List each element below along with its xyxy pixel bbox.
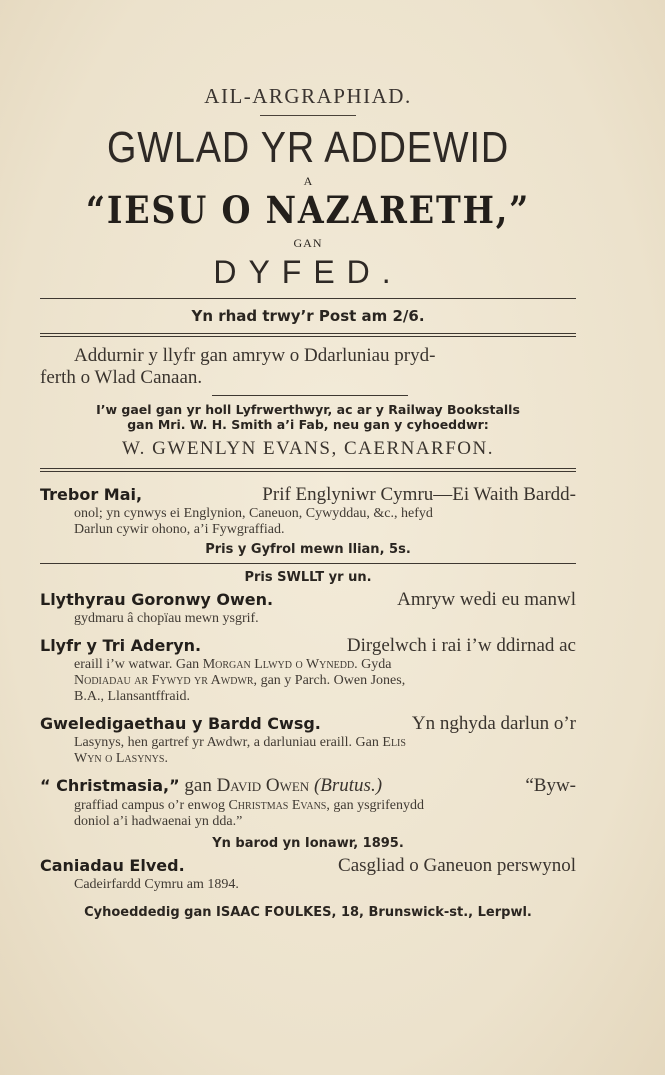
trebor-entry <box>40 484 576 557</box>
author-small-caps: Morgan Llwyd o Wynedd. <box>202 657 358 672</box>
book-title-line1: GWLAD YR ADDEWID <box>106 123 510 172</box>
entry-desc: Yn nghyda darlun o’r <box>411 713 576 734</box>
entry-sub <box>40 798 576 814</box>
subject-small-caps: Christmas Evans, <box>228 798 330 813</box>
author-small-caps: Elis <box>382 735 406 750</box>
short-divider <box>260 115 356 116</box>
entry-sub: Wyn o Lasynys. <box>74 751 168 766</box>
entry-sub <box>40 657 576 673</box>
illustrations-note <box>40 345 576 389</box>
entry-desc: “Byw- <box>525 775 576 796</box>
entry-desc: Prif Englyniwr Cymru—Ei Waith Bardd- <box>262 484 576 505</box>
entry-sub: doniol a’i hadwaenai yn dda.” <box>74 814 243 829</box>
post-price: Yn rhad trwy’r Post am 2/6. <box>191 307 425 325</box>
entry-headline <box>40 713 576 735</box>
illustrations-line1: Addurnir y llyfr gan amryw o Ddarluniau pryd- <box>74 345 436 366</box>
mid-divider <box>212 395 408 396</box>
entry-sub-text: Gyda <box>357 657 392 672</box>
author-name: DYFED. <box>213 254 403 290</box>
advertisement-content <box>40 84 576 920</box>
entry-headline <box>40 589 576 611</box>
goronwy-entry <box>40 589 576 627</box>
entry-title: Trebor Mai, <box>40 485 143 504</box>
aderyn-entry <box>40 635 576 705</box>
entry-sub: Cadeirfardd Cymru am 1894. <box>74 877 239 892</box>
pseudonym: (Brutus.) <box>309 775 383 796</box>
entry-title: “ Christmasia,” <box>40 776 180 795</box>
entry-headline <box>40 635 576 657</box>
elved-entry <box>40 855 576 893</box>
double-divider <box>40 333 576 337</box>
entry-title: Llythyrau Goronwy Owen. <box>40 590 274 609</box>
availability-line2: gan Mri. W. H. Smith a’i Fab, neu gan y cyhoeddwr: <box>127 417 489 432</box>
book-title-line2: “IESU O NAZARETH,” <box>85 188 531 232</box>
entry-title: Llyfr y Tri Aderyn. <box>40 636 202 655</box>
trebor-price: Pris y Gyfrol mewn llian, 5s. <box>205 542 411 557</box>
entry-desc: Amryw wedi eu manwl <box>397 589 576 610</box>
availability-line1: I’w gael gan yr holl Lyfrwerthwyr, ac ar y Railway Bookstalls <box>96 402 520 417</box>
entry-headline <box>40 775 576 798</box>
entry-sub: Darlun cywir ohono, a’i Fywgraffiad. <box>74 522 285 537</box>
by-label: GAN <box>293 236 323 250</box>
entry-sub-text: gan y Parch. Owen Jones, <box>257 673 406 688</box>
illustrations-line2: ferth o Wlad Canaan. <box>40 367 203 388</box>
entry-sub-text: Lasynys, hen gartref yr Awdwr, a darluniau eraill. Gan <box>74 735 383 750</box>
entry-title: Caniadau Elved. <box>40 856 185 875</box>
author-small-caps: David Owen <box>216 775 310 796</box>
divider <box>40 298 576 299</box>
notes-small-caps: Nodiadau ar Fywyd yr Awdwr, <box>74 673 258 688</box>
christmasia-entry <box>40 775 576 830</box>
entry-title: Gweledigaethau y Bardd Cwsg. <box>40 714 321 733</box>
entry-sub-text: eraill i’w watwar. Gan <box>74 657 203 672</box>
bardd-cwsg-entry <box>40 713 576 767</box>
entry-sub-text: graffiad campus o’r enwog <box>74 798 229 813</box>
entry-sub: onol; yn cynwys ei Englynion, Caneuon, Cywyddau, &c., hefyd <box>74 506 433 521</box>
entry-sub: gydmaru â chopïau mewn ysgrif. <box>74 611 259 626</box>
ready-note: Yn barod yn Ionawr, 1895. <box>212 836 404 851</box>
entry-desc: gan <box>179 775 217 796</box>
entry-title-group <box>40 775 382 798</box>
entry-headline <box>40 484 576 506</box>
entry-sub: B.A., Llansantffraid. <box>74 689 190 704</box>
entry-sub <box>40 673 576 689</box>
entry-sub <box>40 735 576 751</box>
entry-sub-text: gan ysgrifenydd <box>329 798 424 813</box>
double-divider <box>40 468 576 472</box>
shilling-heading: Pris SWLLT yr un. <box>244 570 372 585</box>
publisher-name: W. GWENLYN EVANS, CAERNARFON. <box>121 438 494 459</box>
reprint-label: AIL-ARGRAPHIAD. <box>204 84 412 108</box>
entry-headline <box>40 855 576 877</box>
entry-desc: Casgliad o Ganeuon perswynol <box>338 855 576 876</box>
divider <box>40 563 576 564</box>
entry-desc: Dirgelwch i rai i’w ddirnad ac <box>346 635 576 656</box>
conjunction: A <box>303 174 313 188</box>
publisher-footer: Cyhoeddedig gan ISAAC FOULKES, 18, Brunswick-st., Lerpwl. <box>84 905 532 920</box>
